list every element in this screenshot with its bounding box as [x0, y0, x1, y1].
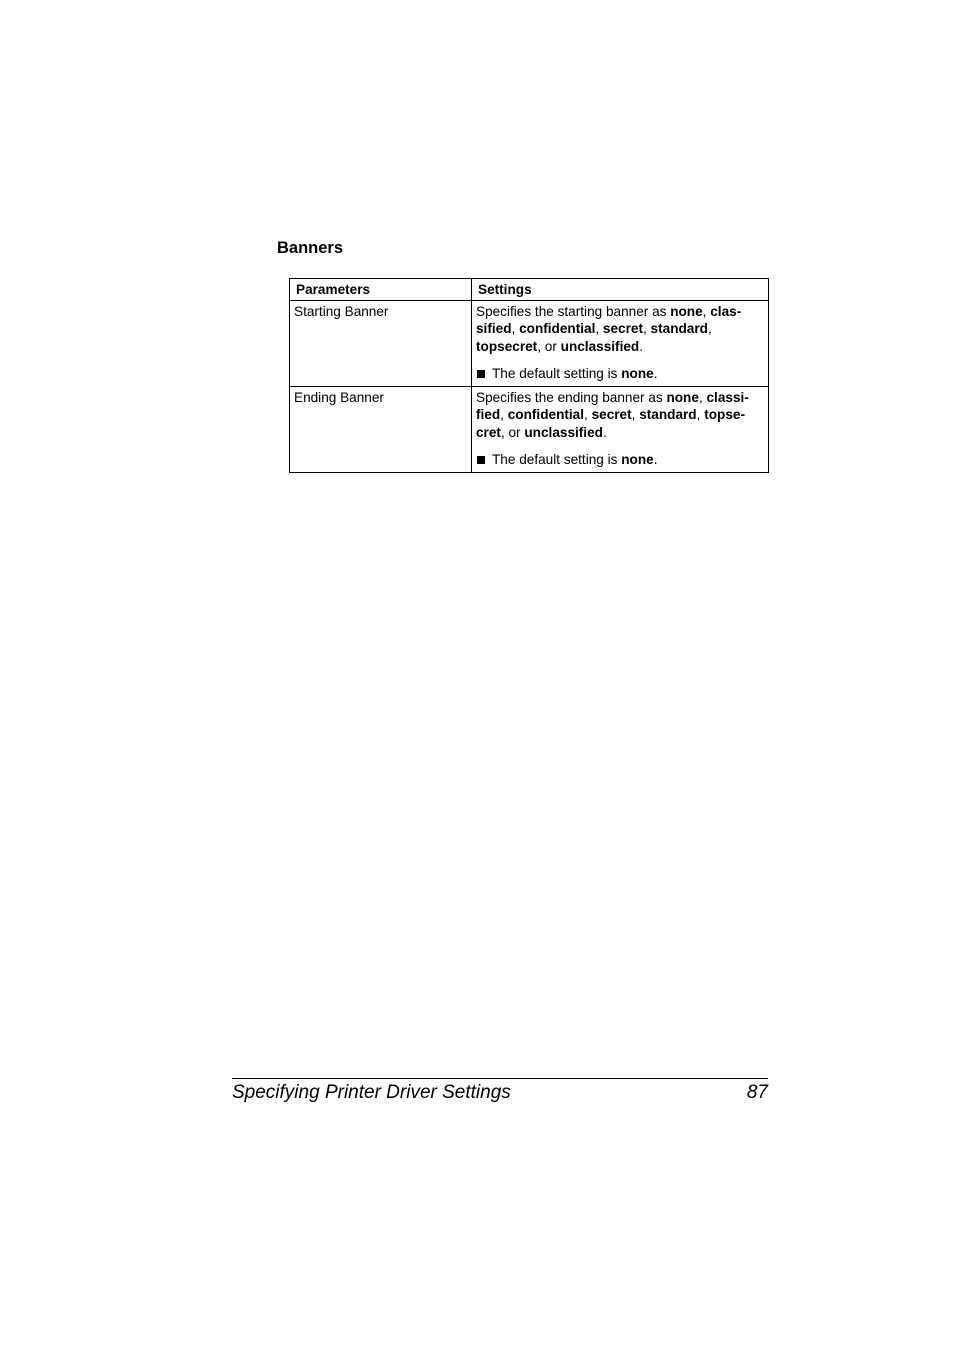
square-bullet-icon	[477, 456, 485, 464]
option-classified: clas-sified	[476, 303, 742, 336]
settings-description: Specifies the ending banner as none, classi-fied, confidential, secret, standard, topse-cret, or unclassified.	[476, 389, 749, 440]
square-bullet-icon	[477, 370, 485, 378]
option-topsecret: topsecret	[476, 338, 538, 354]
option-classified: classi-fied	[476, 389, 749, 422]
option-none: none	[670, 303, 703, 319]
settings-cell	[472, 386, 769, 472]
option-unclassified: unclassified	[524, 424, 603, 440]
footer-divider	[232, 1078, 768, 1079]
note-text: The default setting is	[492, 452, 622, 467]
table-row	[290, 300, 769, 386]
table-row	[290, 386, 769, 472]
option-secret: secret	[602, 321, 643, 336]
settings-cell	[472, 300, 769, 386]
option-secret: secret	[591, 407, 632, 422]
default-value: none	[621, 452, 654, 467]
default-note: The default setting is none.	[476, 365, 764, 383]
conjunction: or	[544, 338, 557, 354]
option-standard: standard	[650, 321, 708, 336]
footer-title: Specifying Printer Driver Settings	[232, 1082, 511, 1103]
parameter-name: Ending Banner	[290, 386, 472, 472]
default-note: The default setting is none.	[476, 451, 764, 469]
description-prefix: Specifies the ending banner as	[476, 389, 667, 405]
header-parameters: Parameters	[290, 279, 472, 301]
default-value: none	[621, 366, 654, 381]
page-number: 87	[746, 1082, 768, 1103]
option-confidential: confidential	[507, 407, 585, 422]
option-topsecret: topse-cret	[476, 407, 745, 440]
conjunction: or	[508, 424, 521, 440]
note-text: The default setting is	[492, 366, 622, 381]
option-unclassified: unclassified	[560, 338, 640, 354]
settings-description: Specifies the starting banner as none, clas-sified, confidential, secret, standard, topsecret, or unclassified.	[476, 303, 742, 354]
option-standard: standard	[639, 407, 697, 422]
description-prefix: Specifies the starting banner as	[476, 303, 671, 319]
table-header-row	[290, 279, 769, 301]
option-confidential: confidential	[519, 321, 596, 336]
header-settings: Settings	[472, 279, 769, 301]
section-title: Banners	[277, 239, 344, 257]
banners-table	[289, 278, 769, 473]
parameter-name: Starting Banner	[290, 300, 472, 386]
option-none: none	[666, 389, 699, 405]
